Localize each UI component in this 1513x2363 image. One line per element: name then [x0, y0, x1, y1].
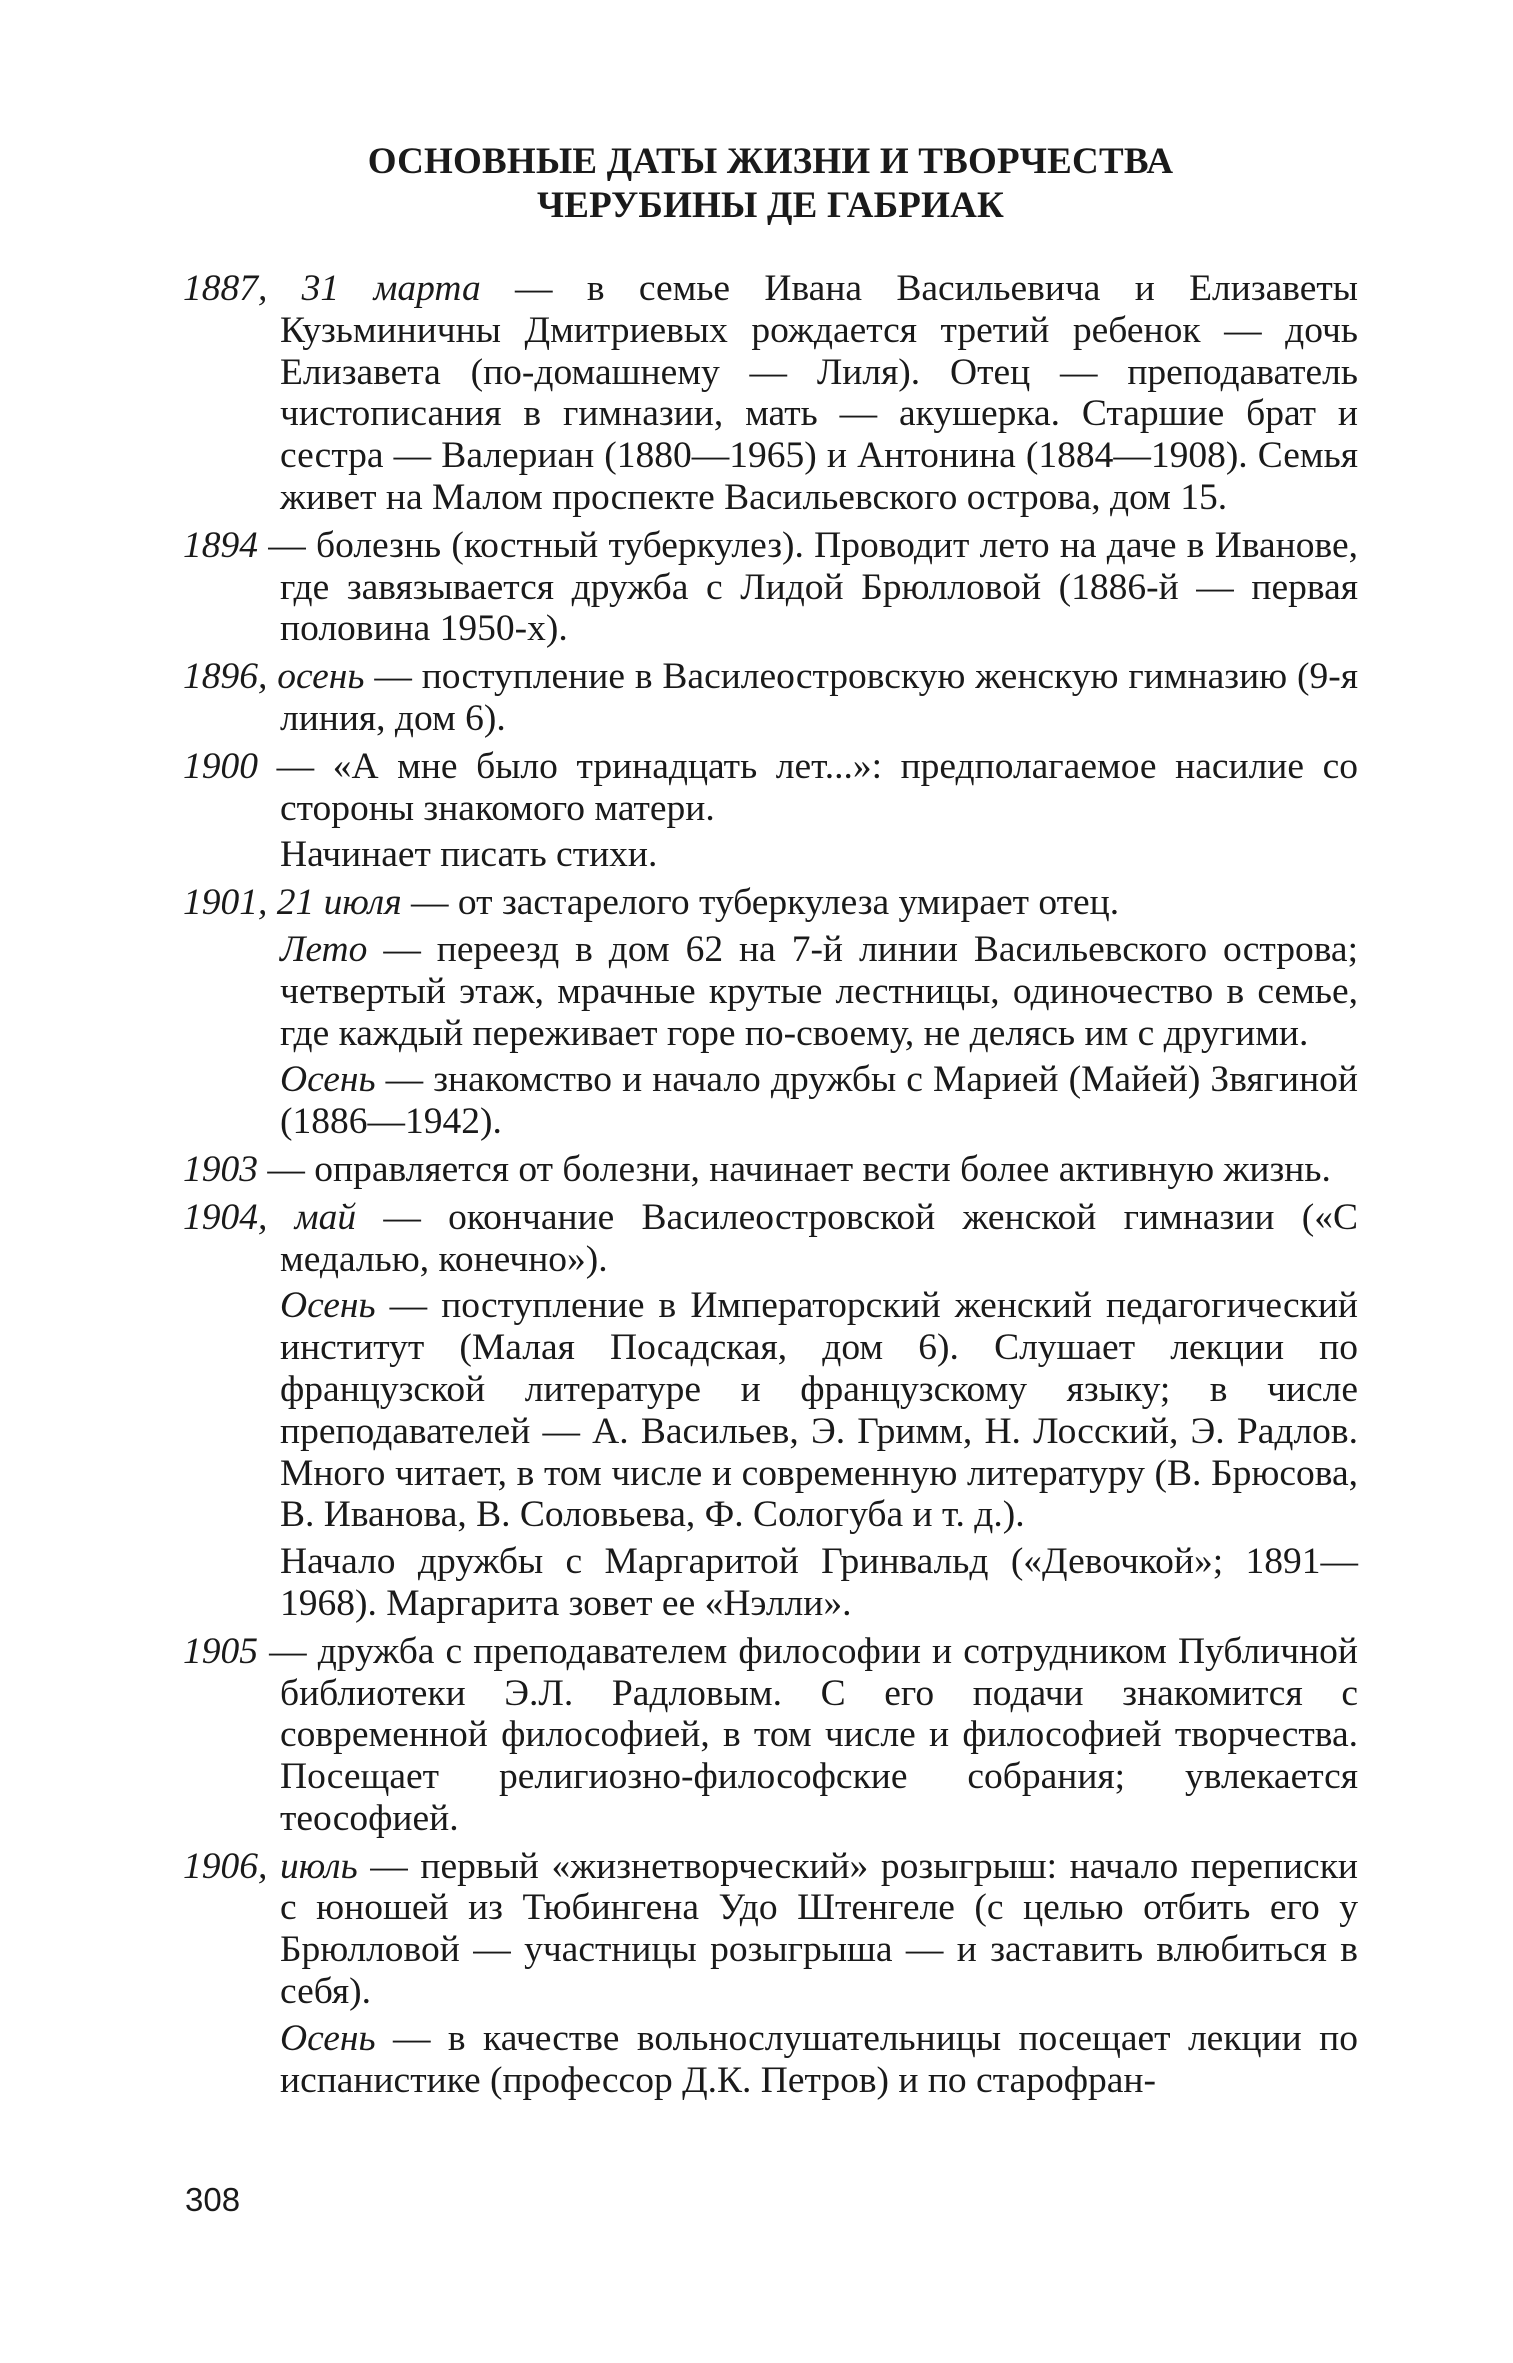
- entry-text: — дружба с преподавателем философии и сотрудником Публичной библиотеки Э.Л. Радловым. С его подачи знакомится с современной философией, в том числе и философией творчества. Посещает религиозно-философские собрания; увлекается теософией.: [258, 1630, 1358, 1839]
- entry-date: 1894: [183, 524, 258, 566]
- entry-text: — в семье Ивана Васильевича и Елизаветы Кузьминичны Дмитриевых рождается третий ребенок — дочь Елизавета (по-домашнему — Лиля). Отец — преподаватель чистописания в гимназии, мать — акушерка. Старшие брат и сестра — Валериан (1880—1965) и Антонина (1884—1908). Семья живет на Малом проспекте Васильевского острова, дом 15.: [280, 268, 1358, 518]
- entry-subtext: Начало дружбы с Маргаритой Гринвальд («Девочкой»; 1891—1968). Маргарита зовет ее «Нэлли».: [280, 1541, 1358, 1624]
- chronology-entry: [183, 268, 1358, 519]
- entry-subparagraph: [280, 1285, 1358, 1536]
- entry-date: 1900: [183, 745, 258, 787]
- entry-subparagraph: [280, 834, 1358, 876]
- title-line-1: ОСНОВНЫЕ ДАТЫ ЖИЗНИ И ТВОРЧЕСТВА: [367, 141, 1174, 182]
- entry-text: — окончание Василеостровской женской гимназии («С медалью, конечно»).: [280, 1196, 1358, 1280]
- entry-subparagraph: [280, 1059, 1358, 1143]
- chronology-entry: [183, 1149, 1358, 1191]
- chronology-entry: [183, 882, 1358, 1143]
- entry-text: — первый «жизнетворческий» розыгрыш: начало переписки с юношей из Тюбингена Удо Штенгеле (с целью отбить его у Брюлловой — участницы розыгрыша — и заставить влюбиться в себя).: [280, 1845, 1358, 2013]
- entry-date: 1905: [183, 1630, 258, 1672]
- chronology-entry: [183, 1631, 1358, 1840]
- entry-date: 1901, 21 июля: [183, 882, 402, 924]
- entry-subtext: Начинает писать стихи.: [280, 834, 658, 876]
- entry-text: — болезнь (костный туберкулез). Проводит лето на даче в Иванове, где завязывается дружба с Лидой Брюлловой (1886-й — первая половина 1950-х).: [258, 524, 1358, 650]
- chronology-entry: [183, 1846, 1358, 2102]
- page-content: [183, 140, 1358, 2107]
- entry-season: Осень: [280, 1285, 376, 1327]
- entry-date: 1906, июль: [183, 1845, 358, 1887]
- page-title: [183, 140, 1358, 228]
- entry-subparagraph: [280, 929, 1358, 1054]
- entry-subtext: — знакомство и начало дружбы с Марией (Майей) Звягиной (1886—1942).: [280, 1059, 1358, 1143]
- page-number: 308: [185, 2181, 241, 2218]
- chronology-entry: [183, 1197, 1358, 1625]
- entry-text: — «А мне было тринадцать лет...»: предполагаемое насилие со стороны знакомого матери.: [258, 745, 1358, 829]
- chronology-list: [183, 268, 1358, 2101]
- title-line-2: ЧЕРУБИНЫ ДЕ ГАБРИАК: [536, 185, 1005, 226]
- entry-season: Осень: [280, 2017, 376, 2059]
- entry-subtext: — в качестве вольнослушательницы посещает лекции по испанистике (профессор Д.К. Петров) и по старофран-: [280, 2017, 1358, 2101]
- entry-date: 1903: [183, 1148, 258, 1190]
- entry-text: — поступление в Василеостровскую женскую гимназию (9-я линия, дом 6).: [280, 656, 1358, 739]
- entry-subparagraph: [280, 2018, 1358, 2102]
- entry-text: — от застарелого туберкулеза умирает отец.: [401, 882, 1120, 924]
- entry-subtext: — поступление в Императорский женский педагогический институт (Малая Посадская, дом 6). Слушает лекции по французской литературе и французскому языку; в числе преподавателей — А. Васильев, Э. Гримм, Н. Лосский, Э. Радлов. Много читает, в том числе и современную литературу (В. Брюсова, В. Иванова, В. Соловьева, Ф. Сологуба и т. д.).: [280, 1285, 1358, 1536]
- entry-text: — оправляется от болезни, начинает вести более активную жизнь.: [258, 1148, 1331, 1190]
- chronology-entry: [183, 525, 1358, 650]
- entry-subtext: — переезд в дом 62 на 7-й линии Васильевского острова; четвертый этаж, мрачные крутые лестницы, одиночество в семье, где каждый переживает горе по-своему, не делясь им с другими.: [280, 928, 1358, 1054]
- entry-subparagraph: [280, 1541, 1358, 1625]
- entry-date: 1887, 31 марта: [183, 268, 481, 309]
- entry-season: Лето: [280, 928, 368, 970]
- entry-date: 1904, май: [183, 1196, 357, 1238]
- chronology-entry: [183, 746, 1358, 876]
- entry-date: 1896, осень: [183, 656, 365, 698]
- chronology-entry: [183, 656, 1358, 740]
- entry-season: Осень: [280, 1059, 376, 1101]
